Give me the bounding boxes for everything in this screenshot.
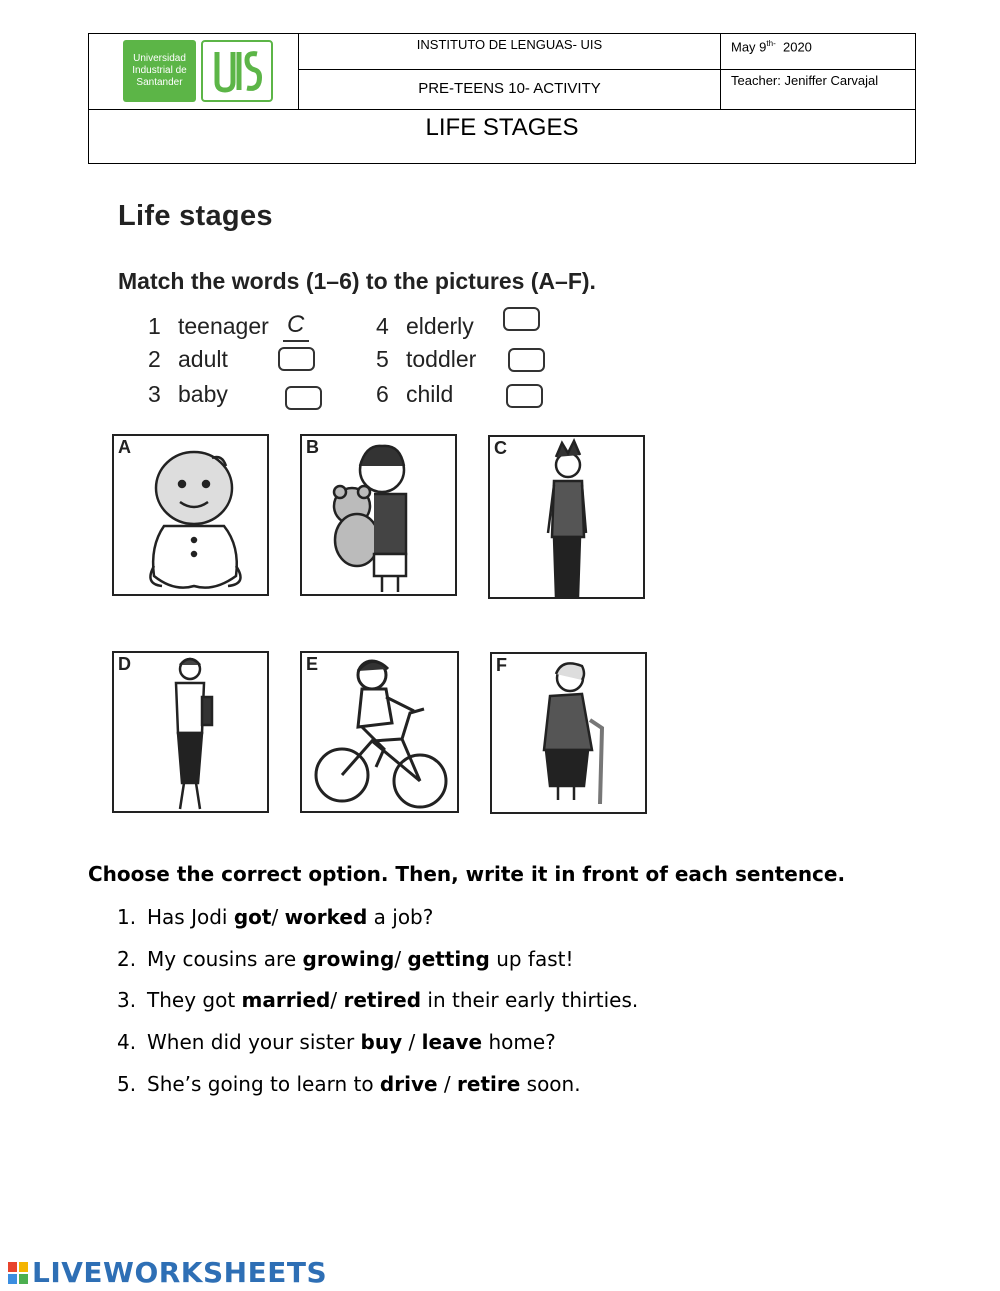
child-on-bike-icon [302, 653, 461, 815]
child-with-teddy-icon [302, 436, 459, 598]
option-separator: / [402, 1030, 422, 1054]
picture-letter: D [118, 654, 131, 674]
option-two: getting [407, 947, 490, 971]
picture-f [490, 652, 647, 814]
sentence-text: She’s going to learn to [147, 1072, 380, 1096]
sentence-text: When did your sister [147, 1030, 361, 1054]
word-number: 6 [376, 381, 389, 407]
picture-letter: B [306, 437, 319, 457]
sentence-text: Has Jodi [147, 905, 234, 929]
word-item [376, 346, 476, 373]
word-number: 3 [148, 381, 161, 407]
header-table [88, 33, 916, 164]
answer-box[interactable] [285, 386, 322, 410]
baby-icon [114, 436, 271, 598]
date-suffix: th- [766, 39, 776, 48]
option-one: buy [360, 1030, 403, 1054]
word-number: 1 [148, 313, 161, 339]
word-item [148, 313, 269, 340]
uis-emblem-icon [201, 40, 273, 102]
word-item [376, 313, 474, 340]
date [721, 34, 915, 70]
sentence-item [117, 1072, 581, 1096]
sentence-text: soon. [520, 1072, 581, 1096]
logo-text-line: Industrial de [132, 65, 187, 76]
sentence-text: They got [147, 988, 242, 1012]
date-year: 2020 [782, 39, 812, 55]
sentence-number: 4. [117, 1030, 137, 1054]
word-label: teenager [178, 313, 269, 339]
teenager-icon [490, 437, 647, 601]
answer-field[interactable]: C [287, 311, 305, 338]
word-item [148, 346, 228, 373]
picture-e [300, 651, 459, 813]
sentence-text: a job? [367, 905, 434, 929]
picture-a [112, 434, 269, 596]
answer-box[interactable] [508, 348, 545, 372]
institute-name: INSTITUTO DE LENGUAS- UIS [299, 34, 721, 70]
word-item [148, 381, 228, 408]
picture-letter: A [118, 437, 131, 457]
elderly-woman-icon [492, 654, 649, 816]
activity-name: PRE-TEENS 10- ACTIVITY [299, 70, 721, 110]
sentence-number: 3. [117, 988, 137, 1012]
option-one: growing [302, 947, 395, 971]
adult-woman-icon [114, 653, 271, 815]
option-one: got [233, 905, 272, 929]
word-label: baby [178, 381, 228, 407]
word-item [376, 381, 453, 408]
sentence-number: 1. [117, 905, 137, 929]
sentence-item [117, 905, 433, 929]
sentence-number: 5. [117, 1072, 137, 1096]
sentence-item [117, 1030, 556, 1054]
sentence-item [117, 947, 574, 971]
option-separator: / [394, 947, 408, 971]
picture-letter: C [494, 438, 507, 458]
answer-underline [283, 340, 309, 342]
teacher-name: Teacher: Jeniffer Carvajal [721, 70, 915, 110]
picture-d [112, 651, 269, 813]
picture-c [488, 435, 645, 599]
sentence-text: in their early thirties. [421, 988, 639, 1012]
answer-box[interactable] [278, 347, 315, 371]
picture-letter: E [306, 654, 319, 674]
university-logo [123, 40, 196, 102]
word-label: child [406, 381, 454, 407]
logo-cell [89, 34, 299, 110]
word-number: 4 [376, 313, 389, 339]
liveworksheets-brand: LIVEWORKSHEETS [32, 1256, 328, 1289]
option-two: worked [284, 905, 368, 929]
option-two: retired [343, 988, 422, 1012]
section-title: Life stages [118, 200, 273, 232]
option-one: drive [379, 1072, 438, 1096]
logo-text-line: Santander [136, 77, 183, 88]
option-one: married [241, 988, 331, 1012]
sentence-item [117, 988, 638, 1012]
exercise-instruction: Choose the correct option. Then, write it in front of each sentence. [88, 862, 846, 886]
option-two: retire [457, 1072, 521, 1096]
picture-b [300, 434, 457, 596]
option-separator: / [437, 1072, 458, 1096]
answer-box[interactable] [506, 384, 543, 408]
sentence-text: up fast! [489, 947, 574, 971]
word-number: 2 [148, 346, 161, 372]
answer-box[interactable] [503, 307, 540, 331]
date-main: May 9 [731, 39, 767, 55]
word-label: elderly [406, 313, 474, 339]
logo-text-line: Universidad [133, 53, 186, 64]
option-separator: / [271, 905, 285, 929]
page-title: LIFE STAGES [425, 114, 579, 141]
matching-instruction: Match the words (1–6) to the pictures (A–F). [118, 268, 596, 294]
sentence-text: home? [482, 1030, 556, 1054]
sentence-number: 2. [117, 947, 137, 971]
liveworksheets-logo-icon [8, 1258, 30, 1288]
word-label: adult [178, 346, 228, 372]
picture-letter: F [496, 655, 507, 675]
sentence-text: My cousins are [147, 947, 303, 971]
option-separator: / [330, 988, 344, 1012]
option-two: leave [421, 1030, 483, 1054]
word-number: 5 [376, 346, 389, 372]
word-label: toddler [406, 346, 477, 372]
